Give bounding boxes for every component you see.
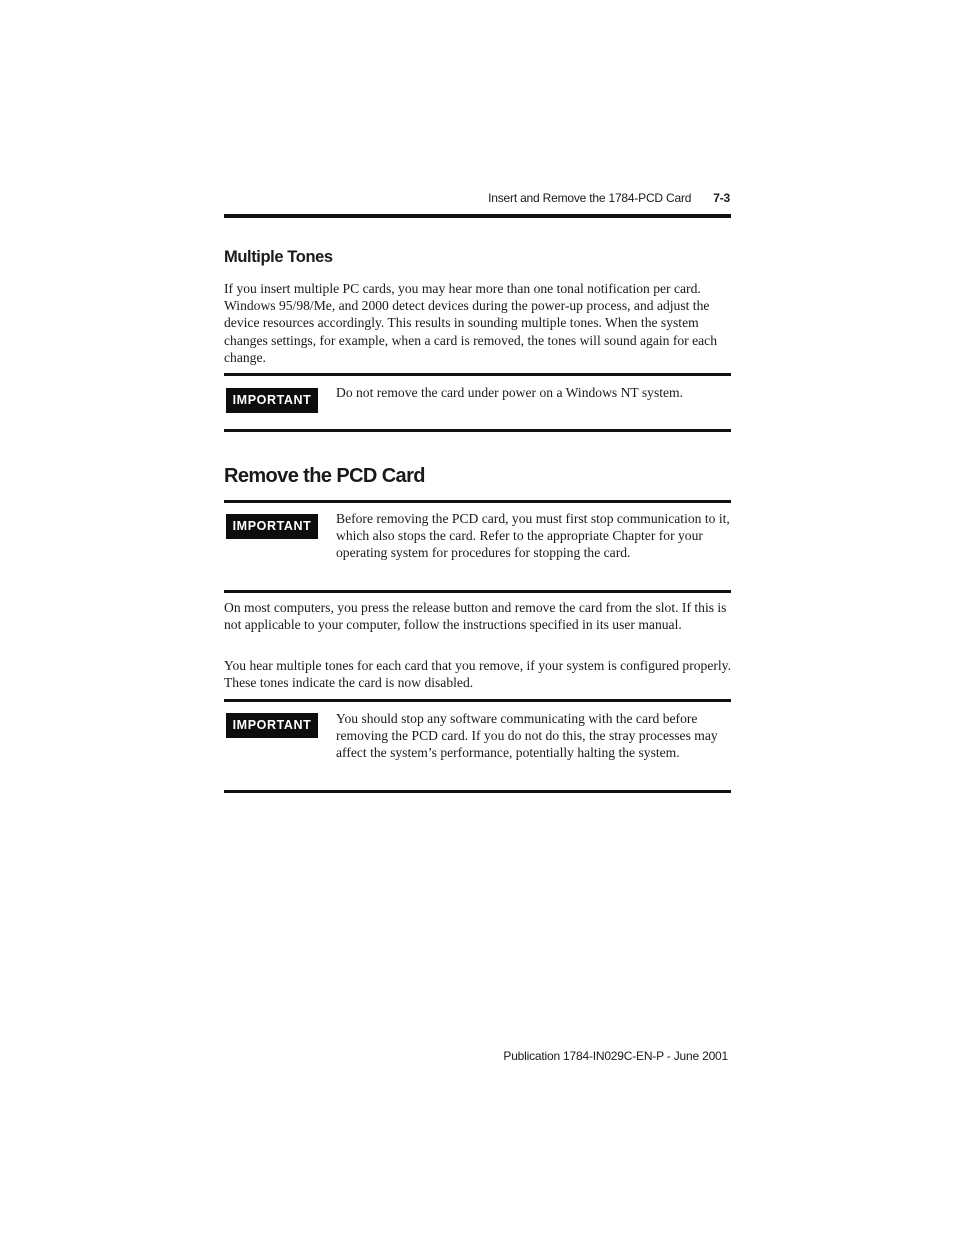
important-box-top-rule xyxy=(224,500,731,503)
important-note-text: You should stop any software communicating with the card before removing the PCD card. If you do not do this, the stray processes may affect the system’s performance, potentially halting the system. xyxy=(336,711,718,761)
important-box-bottom-rule xyxy=(224,429,731,432)
important-note-text: Do not remove the card under power on a Windows NT system. xyxy=(336,385,684,400)
important-box-top-rule xyxy=(224,373,731,376)
important-box-bottom-rule xyxy=(224,590,731,593)
important-box-top-rule xyxy=(224,699,731,702)
multiple-tones-heading: Multiple Tones xyxy=(224,248,333,266)
chapter-title: Insert and Remove the 1784-PCD Card xyxy=(488,191,692,205)
running-header xyxy=(224,191,731,211)
remove-card-heading: Remove the PCD Card xyxy=(224,465,425,487)
remove-card-paragraph-1: On most computers, you press the release button and remove the card from the slot. If this is not applicable to your computer, follow the instructions specified in its user manual. xyxy=(224,600,727,633)
header-rule xyxy=(224,214,731,218)
important-badge: IMPORTANT xyxy=(226,514,318,539)
important-note-text: Before removing the PCD card, you must first stop communication to it, which also stops the card. Refer to the appropriate Chapter for your operating system for procedures for stopping the card. xyxy=(336,511,730,561)
remove-card-paragraph-2: You hear multiple tones for each card that you remove, if your system is configured properly. These tones indicate the card is now disabled. xyxy=(224,658,731,691)
important-badge: IMPORTANT xyxy=(226,388,318,413)
important-badge: IMPORTANT xyxy=(226,713,318,738)
important-box-bottom-rule xyxy=(224,790,731,793)
multiple-tones-paragraph: If you insert multiple PC cards, you may hear more than one tonal notification per card. Windows 95/98/Me, and 2000 detect devices during the power-up process, and adjust the device resources accordingly. This results in sounding multiple tones. When the system changes settings, for example, when a card is removed, the tones will sound again for each change. xyxy=(224,281,717,365)
page-number: 7-3 xyxy=(713,191,730,205)
publication-footer: Publication 1784-IN029C-EN-P - June 2001 xyxy=(503,1049,728,1063)
